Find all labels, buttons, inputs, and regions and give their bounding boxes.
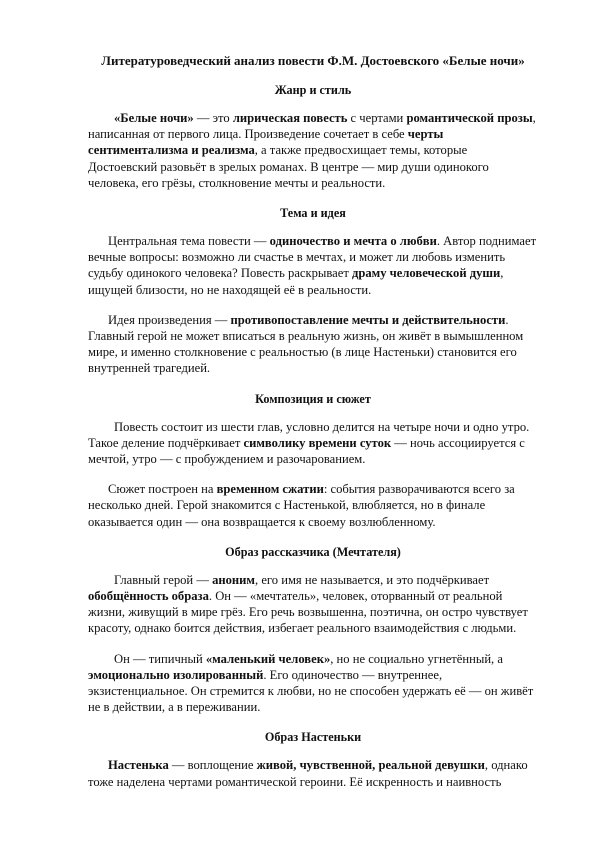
section-genre <box>88 82 538 191</box>
bold-text: противопоставление мечты и действительности <box>230 312 506 327</box>
text-run: — ночь ассоциируется с мечтой, утро — с пробуждением и разочарованием. <box>88 435 525 467</box>
text-run: — воплощение <box>168 758 257 773</box>
bold-text: эмоционально изолированный <box>88 667 264 682</box>
paragraph <box>88 572 538 637</box>
section-heading: Образ рассказчика (Мечтателя) <box>225 544 401 559</box>
bold-text: черты сентиментализма и реализма <box>88 127 444 158</box>
paragraph <box>88 312 538 377</box>
text-run: , а также предвосхищает темы, которые Достоевский разовьёт в зрелых романах. В центре — мир души одинокого человека, его грёзы, столкновение мечты и реальности. <box>88 143 489 190</box>
text-run: , ищущей близости, но не находящей её в реальности. <box>88 266 504 297</box>
section-theme <box>88 205 538 377</box>
text-run: Повесть состоит из шести глав, условно делится на четыре ночи и одно утро. Такое деление подчёркивает <box>88 419 530 450</box>
section-nastenka <box>88 729 538 789</box>
text-run: , написанная от первого лица. Произведение сочетает в себе <box>88 111 536 142</box>
bold-text: Настенька <box>108 758 169 773</box>
paragraph <box>88 651 538 716</box>
paragraph <box>88 757 538 789</box>
section-composition <box>88 391 538 530</box>
section-heading: Композиция и сюжет <box>255 391 371 406</box>
text-run: , однако тоже наделена чертами романтической героини. Её искренность и наивность <box>88 758 528 789</box>
text-run: с чертами <box>347 111 407 125</box>
document-title: Литературоведческий анализ повести Ф.М. Достоевского «Белые ночи» <box>101 53 525 68</box>
paragraph <box>88 233 538 298</box>
text-run: . Он — «мечтатель», человек, оторванный от реальной жизни, живущий в мире грёз. Его речь возвышенна, поэтична, он остро чувствует красоту, однако боится действия, избегает реального взаимодействия с людьми. <box>88 589 528 636</box>
text-run: Сюжет построен на <box>108 482 217 497</box>
section-heading: Тема и идея <box>280 206 346 221</box>
text-run: — это <box>193 111 233 125</box>
bold-text: лирическая повесть <box>232 111 348 125</box>
bold-text: одиночество и мечта о любви <box>269 234 437 249</box>
text-run: . Автор поднимает вечные вопросы: возможно ли счастье в мечтах, и может ли любовь изменить судьбу одинокого человека? Повесть раскрывает <box>88 234 537 281</box>
text-run: : события разворачиваются всего за несколько дней. Герой знакомится с Настенькой, влюбляется, но в финале оказывается один — она возвращается к своему возлюбленному. <box>88 482 515 529</box>
text-run: Центральная тема повести — <box>108 234 270 249</box>
section-narrator <box>88 544 538 716</box>
text-run: Идея произведения — <box>108 312 231 327</box>
bold-text: «Белые ночи» <box>114 111 194 125</box>
bold-text: аноним <box>212 572 256 587</box>
text-run: . Его одиночество — внутреннее, экзистенциальное. Он стремится к любви, но не способен удержать её — он живёт не в действии, а в переживании. <box>88 667 534 715</box>
bold-text: символику времени суток <box>243 435 392 450</box>
text-run: Главный герой — <box>114 572 213 587</box>
text-run: Он — типичный <box>114 651 206 666</box>
text-run: . Главный герой не может вписаться в реальную жизнь, он живёт в вымышленном мире, и именно столкновение с реальностью (в лице Настеньки) становится его внутренней трагедией. <box>88 312 524 376</box>
paragraph <box>88 481 538 530</box>
bold-text: временном сжатии <box>216 482 324 497</box>
paragraph <box>88 419 538 468</box>
text-run: , но не социально угнетённый, а <box>330 651 503 666</box>
paragraph <box>88 110 538 191</box>
section-heading: Образ Настеньки <box>264 730 362 745</box>
bold-text: романтической прозы <box>406 111 533 125</box>
bold-text: живой, чувственной, реальной девушки <box>256 758 485 773</box>
bold-text: «маленький человек» <box>205 651 331 666</box>
section-heading: Жанр и стиль <box>274 83 352 97</box>
bold-text: драму человеческой души <box>351 266 501 281</box>
text-run: , его имя не называется, и это подчёркивает <box>255 572 490 587</box>
bold-text: обобщённость образа <box>88 589 209 604</box>
